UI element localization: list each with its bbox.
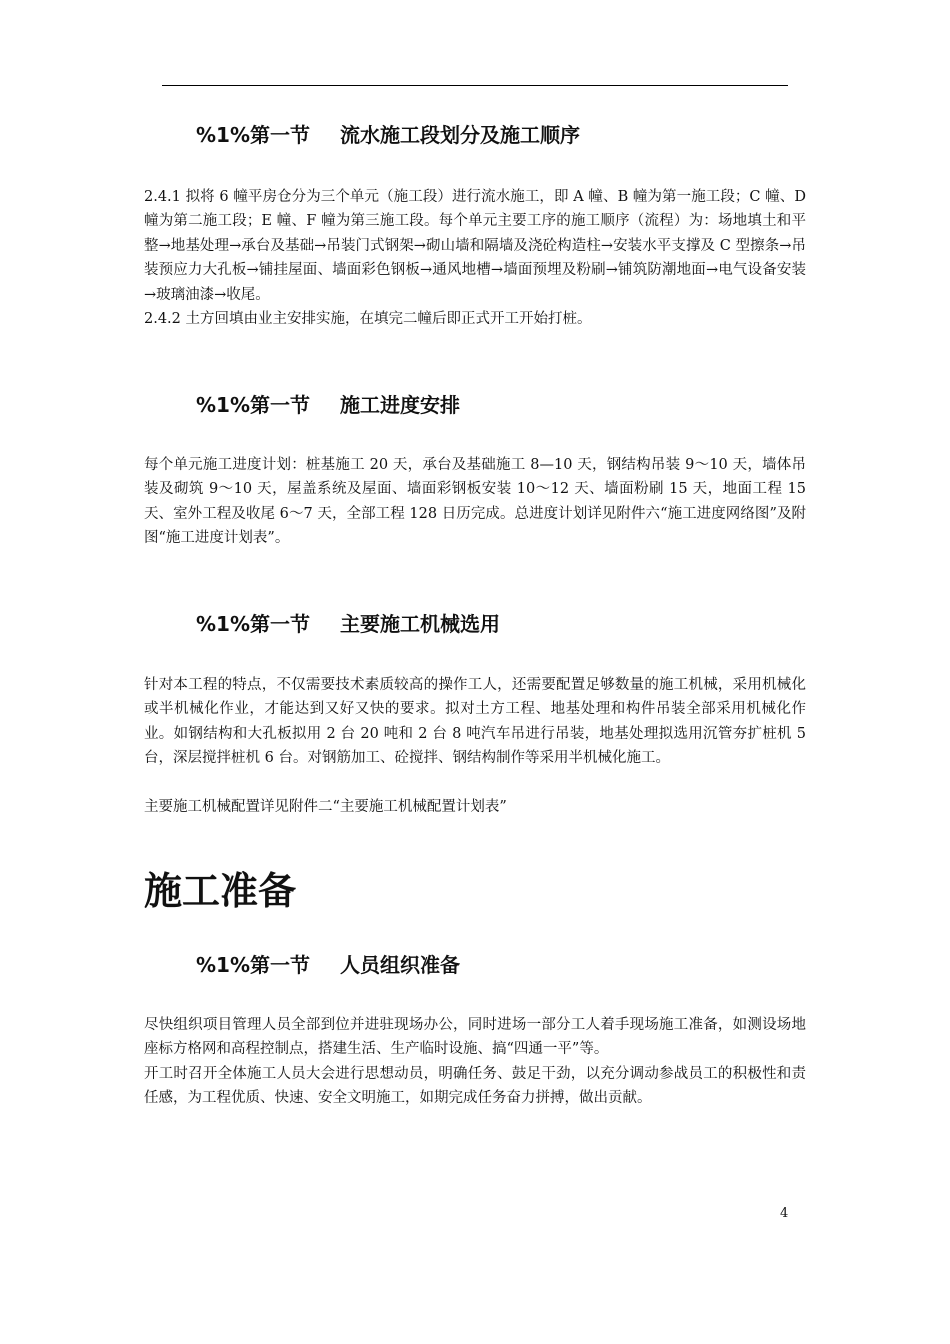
paragraph-personnel-1: 尽快组织项目管理人员全部到位并进驻现场办公，同时进场一部分工人着手现场施工准备，如测设场地座标方格网和高程控制点，搭建生活、生产临时设施、搞“四通一平”等。 <box>144 1017 806 1058</box>
section-heading-machinery <box>196 610 500 638</box>
section-title: 流水施工段划分及施工顺序 <box>340 123 580 147</box>
paragraph-2-4-2: 2.4.2 土方回填由业主安排实施，在填完二幢后即正式开工开始打桩。 <box>144 311 592 327</box>
header-rule <box>162 85 788 86</box>
paragraph-machinery: 针对本工程的特点，不仅需要技术素质较高的操作工人，还需要配置足够数量的施工机械，采用机械化或半机械化作业，才能达到又好又快的要求。拟对土方工程、地基处理和构件吊装全部采用机械化作业。如钢结构和大孔板拟用 2 台 20 吨和 2 台 8 吨汽车吊进行吊装，地基处理拟选用沉管夯扩桩机 5 台，深层搅拌桩机 6 台。对钢筋加工、砼搅拌、钢结构制作等采用半机械化施工。 <box>144 677 806 767</box>
paragraph-machinery-ref: 主要施工机械配置详见附件二“主要施工机械配置计划表” <box>144 799 507 815</box>
paragraph-2-4-1: 2.4.1 拟将 6 幢平房仓分为三个单元（施工段）进行流水施工，即 A 幢、B 幢为第一施工段；C 幢、D 幢为第二施工段；E 幢、F 幢为第三施工段。每个单元主要工序的施工顺序（流程）为：场地填土和平整→地基处理→承台及基础→吊装门式钢架→砌山墙和隔墙及浇砼构造柱→安装水平支撑及 C 型擦条→吊装预应力大孔板→铺挂屋面、墙面彩色钢板→通风地槽→墙面预埋及粉刷→铺筑防潮地面→电气设备安装→玻璃油漆→收尾。 <box>144 189 806 303</box>
section-title: 人员组织准备 <box>340 953 460 977</box>
paragraph-schedule: 每个单元施工进度计划：桩基施工 20 天，承台及基础施工 8—10 天，钢结构吊装 9～10 天，墙体吊装及砌筑 9～10 天，屋盖系统及屋面、墙面彩钢板安装 10～12 天、墙面粉刷 15 天，地面工程 15 天、室外工程及收尾 6～7 天，全部工程 128 日历完成。总进度计划详见附件六“施工进度网络图”及附图“施工进度计划表”。 <box>144 457 806 547</box>
section-title: 主要施工机械选用 <box>340 612 500 636</box>
section-number: %1%第一节 <box>196 393 310 417</box>
chapter-title: 施工准备 <box>144 869 297 913</box>
section-heading-personnel <box>196 951 460 979</box>
section-number: %1%第一节 <box>196 123 310 147</box>
page-number: 4 <box>780 1206 789 1221</box>
section-number: %1%第一节 <box>196 612 310 636</box>
paragraph-personnel-2: 开工时召开全体施工人员大会进行思想动员，明确任务、鼓足干劲，以充分调动参战员工的积极性和责任感，为工程优质、快速、安全文明施工，如期完成任务奋力拼搏，做出贡献。 <box>144 1066 806 1107</box>
section-number: %1%第一节 <box>196 953 310 977</box>
section-title: 施工进度安排 <box>340 393 460 417</box>
section-heading-flow-construction <box>196 121 580 149</box>
section-heading-schedule <box>196 391 460 419</box>
